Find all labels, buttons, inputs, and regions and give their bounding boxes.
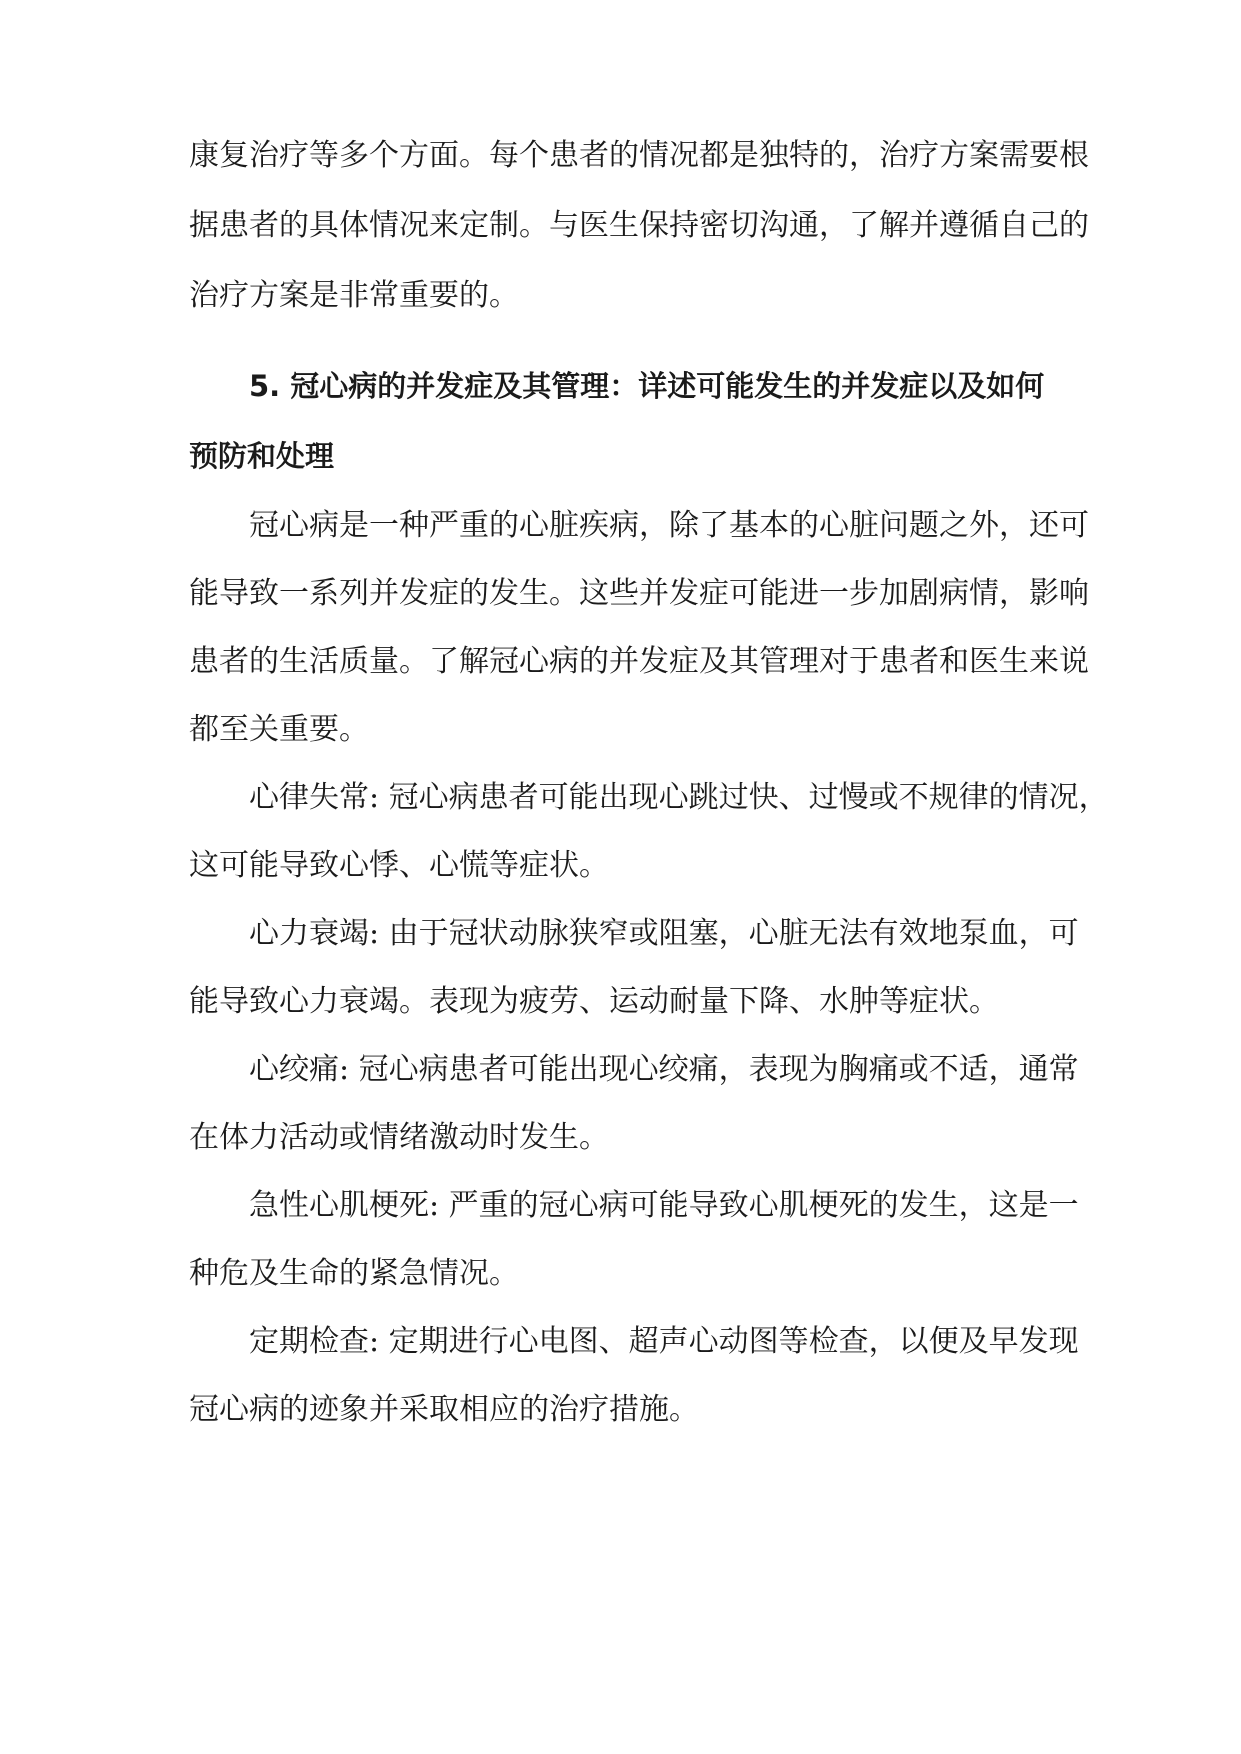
section-heading: 预防和处理 [189,439,335,473]
paragraph-line: 能导致心力衰竭。表现为疲劳、运动耐量下降、水肿等症状。 [189,984,999,1019]
paragraph-line: 能导致一系列并发症的发生。这些并发症可能进一步加剧病情，影响 [189,576,1089,611]
paragraph-line: 心力衰竭: 由于冠状动脉狭窄或阻塞，心脏无法有效地泵血，可 [249,916,1079,951]
paragraph-line: 这可能导致心悸、心慌等症状。 [189,848,609,883]
paragraph-line: 都至关重要。 [189,712,369,747]
paragraph-line: 在体力活动或情绪激动时发生。 [189,1120,609,1155]
paragraph-line: 冠心病的迹象并采取相应的治疗措施。 [189,1392,699,1427]
paragraph-line: 冠心病是一种严重的心脏疾病，除了基本的心脏问题之外，还可 [249,508,1089,543]
paragraph-line: 定期检查: 定期进行心电图、超声心动图等检查，以便及早发现 [249,1324,1079,1359]
paragraph-line: 治疗方案是非常重要的。 [189,278,519,313]
paragraph-line: 康复治疗等多个方面。每个患者的情况都是独特的，治疗方案需要根 [189,138,1089,173]
paragraph-line: 心律失常: 冠心病患者可能出现心跳过快、过慢或不规律的情况， [249,780,1109,815]
paragraph-line: 患者的生活质量。了解冠心病的并发症及其管理对于患者和医生来说 [189,644,1089,679]
paragraph-line: 据患者的具体情况来定制。与医生保持密切沟通，了解并遵循自己的 [189,208,1089,243]
paragraph-line: 种危及生命的紧急情况。 [189,1256,519,1291]
paragraph-line: 急性心肌梗死: 严重的冠心病可能导致心肌梗死的发生，这是一 [249,1188,1079,1223]
paragraph-line: 心绞痛: 冠心病患者可能出现心绞痛，表现为胸痛或不适，通常 [249,1052,1079,1087]
section-heading: 5. 冠心病的并发症及其管理：详述可能发生的并发症以及如何 [249,369,1045,403]
